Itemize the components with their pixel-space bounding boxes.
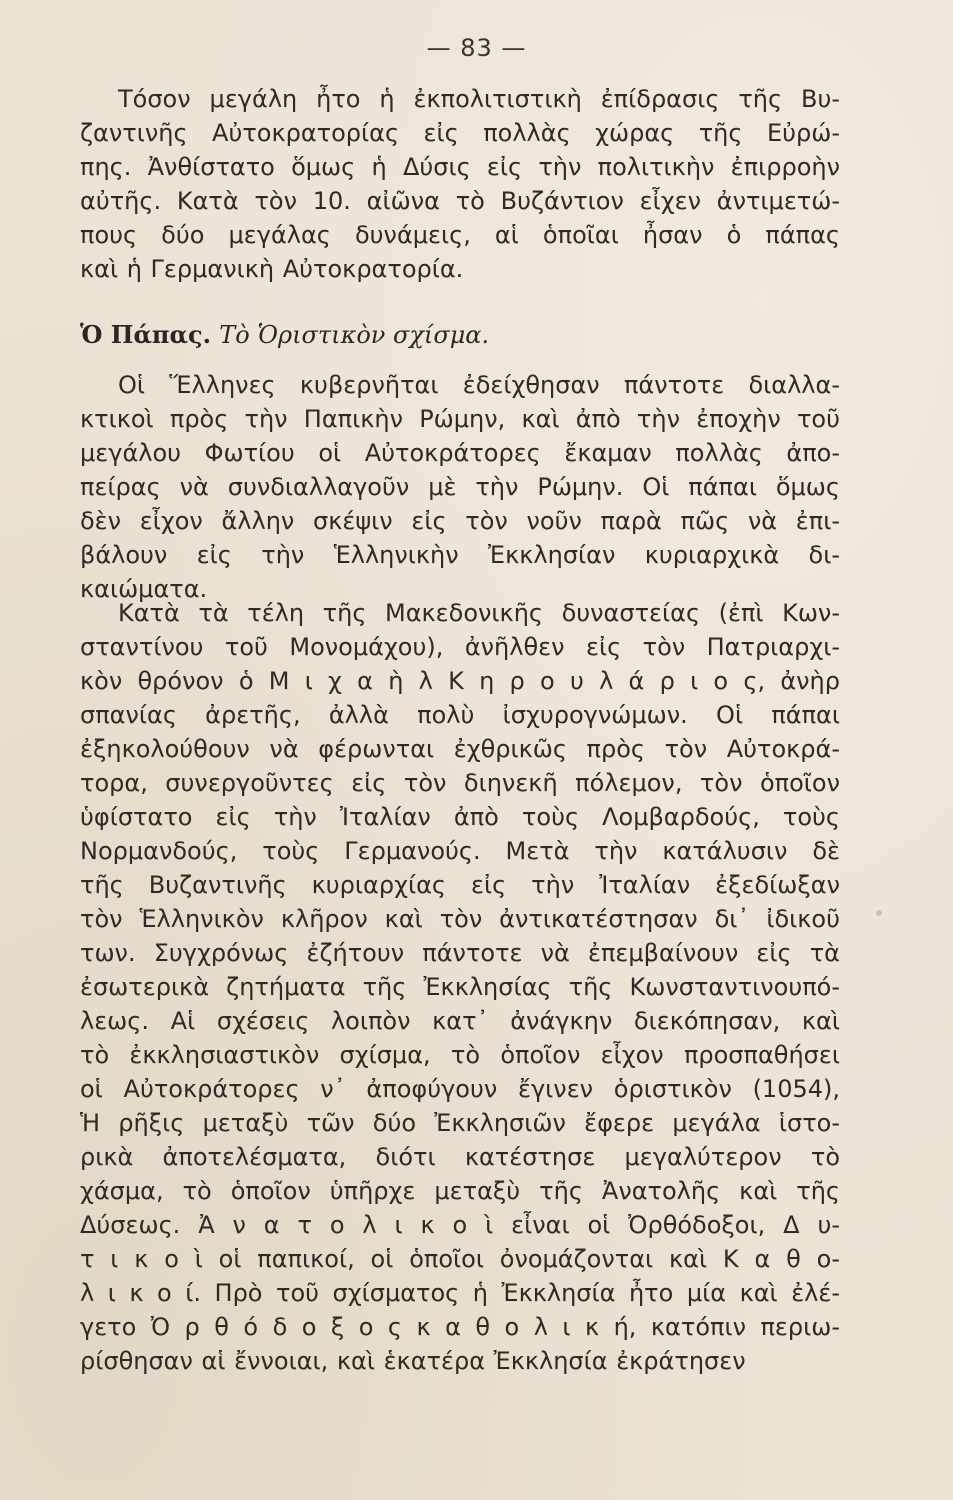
text-line: πης. Ἀνθίστατο ὅμως ἡ Δύσις εἰς τὴν πολιτικὴν ἐπιρροὴν xyxy=(80,153,840,181)
text-line: ρικὰ ἀποτελέσματα, διότι κατέστησε μεγαλύτερον τὸ xyxy=(80,1143,840,1171)
paragraph-greek-rulers xyxy=(80,368,840,606)
text-line: Δύσεως. Ἀ ν α τ ο λ ι κ ο ὶ εἶναι οἱ Ὀρθόδοξοι, Δ υ- xyxy=(80,1211,840,1239)
text-line: βάλουν εἰς τὴν Ἑλληνικὴν Ἐκκλησίαν κυριαρχικὰ δι- xyxy=(80,541,840,569)
page-number: — 83 — xyxy=(426,34,527,62)
text-line: ζαντινῆς Αὐτοκρατορίας εἰς πολλὰς χώρας τῆς Εὐρώ- xyxy=(80,119,840,147)
text-line: λεως. Αἱ σχέσεις λοιπὸν κατ᾽ ἀνάγκην διεκόπησαν, καὶ xyxy=(80,1007,840,1035)
text-line: σταντίνου τοῦ Μονομάχου), ἀνῆλθεν εἰς τὸν Πατριαρχι- xyxy=(80,633,840,661)
text-line: των. Συγχρόνως ἐζήτουν πάντοτε νὰ ἐπεμβαίνουν εἰς τὰ xyxy=(80,939,840,967)
section-heading-title: Ὁ Πάπας. xyxy=(80,320,211,349)
text-line: Κατὰ τὰ τέλη τῆς Μακεδονικῆς δυναστείας (ἐπὶ Κων- xyxy=(118,599,840,627)
text-line: κτικοὶ πρὸς τὴν Παπικὴν Ρώμην, καὶ ἀπὸ τὴν ἐποχὴν τοῦ xyxy=(80,405,840,433)
text-line: αὐτῆς. Κατὰ τὸν 10. αἰῶνα τὸ Βυζάντιον εἶχεν ἀντιμετώ- xyxy=(80,187,840,215)
text-line: ρίσθησαν αἱ ἔννοιαι, καὶ ἑκατέρα Ἐκκλησία ἐκράτησεν xyxy=(80,1347,746,1375)
section-heading xyxy=(80,318,489,352)
text-line: γετο Ὀ ρ θ ό δ ο ξ ο ς κ α θ ο λ ι κ ή, κατόπιν περιω- xyxy=(80,1313,840,1341)
paper-speck xyxy=(876,910,882,916)
intro-paragraph xyxy=(80,82,840,286)
section-heading-subtitle: Τὸ Ὁριστικὸν σχίσμα. xyxy=(219,321,490,349)
text-line: χάσμα, τὸ ὁποῖον ὑπῆρχε μεταξὺ τῆς Ἀνατολῆς καὶ τῆς xyxy=(80,1177,840,1205)
text-line: Νορμανδούς, τοὺς Γερμανούς. Μετὰ τὴν κατάλυσιν δὲ xyxy=(80,837,840,865)
text-line: τὸν Ἑλληνικὸν κλῆρον καὶ τὸν ἀντικατέστησαν δι᾽ ἰδικοῦ xyxy=(80,905,840,933)
text-line: Ἡ ρῆξις μεταξὺ τῶν δύο Ἐκκλησιῶν ἔφερε μεγάλα ἱστο- xyxy=(80,1109,840,1137)
text-line: τ ι κ ο ὶ οἱ παπικοί, οἱ ὁποῖοι ὀνομάζονται καὶ Κ α θ ο- xyxy=(80,1245,840,1273)
text-line: ἐσωτερικὰ ζητήματα τῆς Ἐκκλησίας τῆς Κωνσταντινουπό- xyxy=(80,973,840,1001)
paragraph-schism xyxy=(80,596,840,1378)
text-line: τῆς Βυζαντινῆς κυριαρχίας εἰς τὴν Ἰταλίαν ἐξεδίωξαν xyxy=(80,871,840,899)
text-line: τὸ ἐκκλησιαστικὸν σχίσμα, τὸ ὁποῖον εἶχον προσπαθήσει xyxy=(80,1041,840,1069)
text-line: ἐξηκολούθουν νὰ φέρωνται ἐχθρικῶς πρὸς τὸν Αὐτοκρά- xyxy=(80,735,840,763)
text-line: λ ι κ ο ί. Πρὸ τοῦ σχίσματος ἡ Ἐκκλησία ἦτο μία καὶ ἐλέ- xyxy=(80,1279,840,1307)
text-line: δὲν εἶχον ἄλλην σκέψιν εἰς τὸν νοῦν παρὰ πῶς νὰ ἐπι- xyxy=(80,507,840,535)
text-line: τορα, συνεργοῦντες εἰς τὸν διηνεκῆ πόλεμον, τὸν ὁποῖον xyxy=(80,769,840,797)
text-line: οἱ Αὐτοκράτορες ν᾽ ἀποφύγουν ἔγινεν ὁριστικὸν (1054), xyxy=(80,1075,840,1103)
text-line: σπανίας ἀρετῆς, ἀλλὰ πολὺ ἰσχυρογνώμων. Οἱ πάπαι xyxy=(80,701,840,729)
text-line: Οἱ Ἕλληνες κυβερνῆται ἐδείχθησαν πάντοτε διαλλα- xyxy=(118,371,840,399)
text-line: πείρας νὰ συνδιαλλαγοῦν μὲ τὴν Ρώμην. Οἱ πάπαι ὅμως xyxy=(80,473,840,501)
text-line: καὶ ἡ Γερμανικὴ Αὐτοκρατορία. xyxy=(80,255,464,283)
text-line: καιώματα. xyxy=(80,575,208,603)
text-line: ὑφίστατο εἰς τὴν Ἰταλίαν ἀπὸ τοὺς Λομβαρδούς, τοὺς xyxy=(80,803,840,831)
text-line: Τόσον μεγάλη ἦτο ἡ ἐκπολιτιστικὴ ἐπίδρασις τῆς Βυ- xyxy=(118,85,840,113)
text-line: μεγάλου Φωτίου οἱ Αὐτοκράτορες ἔκαμαν πολλὰς ἀπο- xyxy=(80,439,840,467)
text-line: κὸν θρόνον ὁ Μ ι χ α ὴ λ Κ η ρ ο υ λ ά ρ ι ο ς, ἀνὴρ xyxy=(80,667,840,695)
text-line: πους δύο μεγάλας δυνάμεις, αἱ ὁποῖαι ἦσαν ὁ πάπας xyxy=(80,221,840,249)
